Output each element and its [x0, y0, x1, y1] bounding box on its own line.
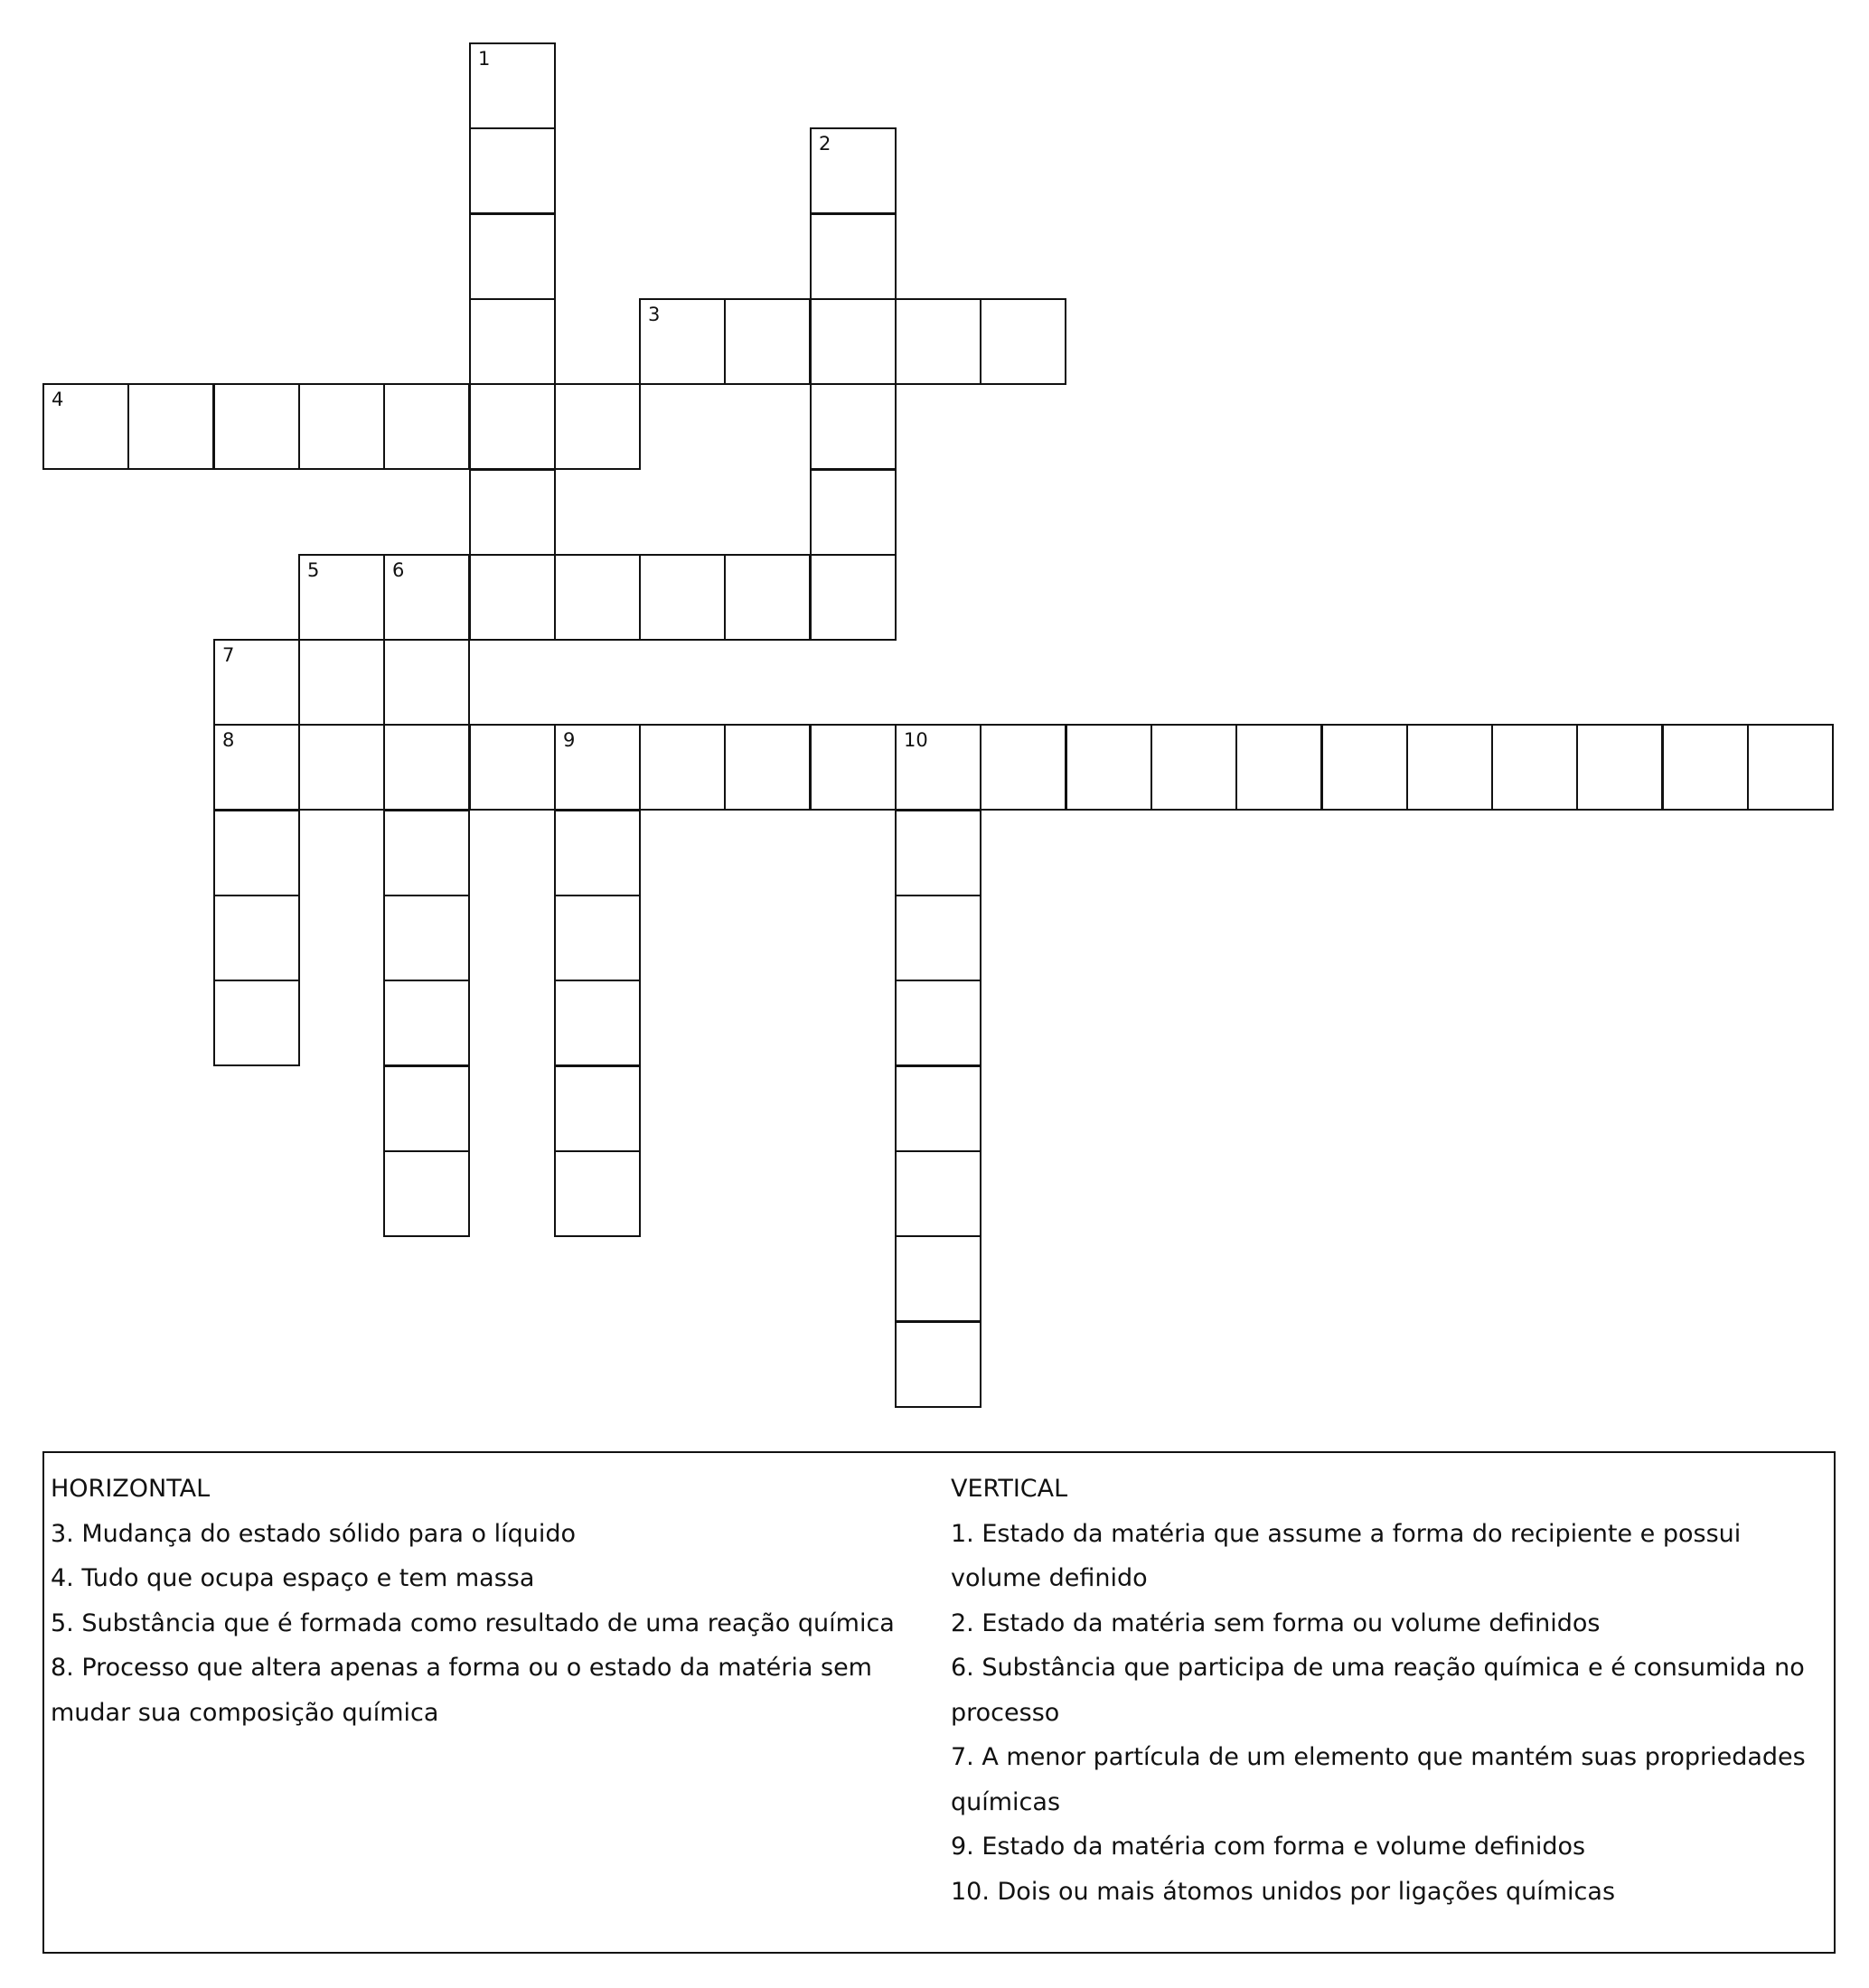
crossword-cell[interactable]	[639, 554, 726, 641]
crossword-cell[interactable]	[383, 383, 470, 470]
clue-number: 6	[392, 559, 405, 581]
crossword-cell[interactable]	[298, 724, 385, 811]
crossword-cell[interactable]	[810, 213, 897, 300]
crossword-cell[interactable]	[213, 383, 300, 470]
down-clue-1: 1. Estado da matéria que assume a forma do recipiente e possui volume definido	[951, 1519, 1742, 1592]
crossword-cell[interactable]	[554, 383, 641, 470]
clue-number: 5	[307, 559, 320, 581]
clue-number: 1	[478, 48, 491, 70]
crossword-cell[interactable]	[469, 213, 556, 300]
crossword-cell[interactable]	[554, 810, 641, 896]
down-clue-2: 2. Estado da matéria sem forma ou volume definidos	[951, 1608, 1601, 1637]
crossword-cell[interactable]	[639, 724, 726, 811]
crossword-cell[interactable]	[127, 383, 214, 470]
crossword-cell[interactable]	[554, 980, 641, 1066]
crossword-cell[interactable]	[895, 724, 981, 811]
down-clue-9: 9. Estado da matéria com forma e volume definidos	[951, 1833, 1586, 1861]
crossword-cell[interactable]	[1491, 724, 1578, 811]
crossword-cell[interactable]	[383, 1150, 470, 1237]
crossword-cell[interactable]	[1662, 724, 1749, 811]
crossword-cell[interactable]	[810, 469, 897, 556]
crossword-cell[interactable]	[810, 127, 897, 214]
crossword-cell[interactable]	[298, 383, 385, 470]
crossword-cell[interactable]	[213, 724, 300, 811]
clue-number: 10	[904, 729, 928, 751]
crossword-cell[interactable]	[213, 639, 300, 726]
crossword-cell[interactable]	[1576, 724, 1663, 811]
across-clue-8: 8. Processo que altera apenas a forma ou o estado da matéria sem mudar sua composição química	[51, 1654, 872, 1727]
crossword-cell[interactable]	[469, 298, 556, 385]
clue-number: 4	[52, 389, 64, 410]
crossword-cell[interactable]	[469, 469, 556, 556]
crossword-cell[interactable]	[469, 42, 556, 129]
crossword-cell[interactable]	[469, 127, 556, 214]
crossword-cell[interactable]	[895, 1235, 981, 1322]
crossword-cell[interactable]	[554, 895, 641, 981]
down-clue-10: 10. Dois ou mais átomos unidos por ligações químicas	[951, 1877, 1616, 1906]
crossword-cell[interactable]	[213, 980, 300, 1066]
crossword-cell[interactable]	[383, 554, 470, 641]
crossword-cell[interactable]	[895, 980, 981, 1066]
crossword-cell[interactable]	[298, 554, 385, 641]
crossword-cell[interactable]	[1151, 724, 1237, 811]
crossword-cell[interactable]	[554, 724, 641, 811]
crossword-cell[interactable]	[639, 298, 726, 385]
clue-number: 9	[563, 729, 576, 751]
crossword-cell[interactable]	[469, 724, 556, 811]
crossword-cell[interactable]	[1321, 724, 1408, 811]
crossword-cell[interactable]	[383, 810, 470, 896]
crossword-cell[interactable]	[554, 554, 641, 641]
crossword-cell[interactable]	[810, 298, 897, 385]
crossword-cell[interactable]	[895, 895, 981, 981]
crossword-cell[interactable]	[213, 810, 300, 896]
crossword-cell[interactable]	[554, 1065, 641, 1152]
across-clue-5: 5. Substância que é formada como resultado de uma reação química	[51, 1608, 895, 1637]
crossword-cell[interactable]	[895, 1150, 981, 1237]
crossword-cell[interactable]	[469, 554, 556, 641]
across-clue-4: 4. Tudo que ocupa espaço e tem massa	[51, 1564, 535, 1592]
crossword-cell[interactable]	[895, 298, 981, 385]
crossword-cell[interactable]	[1235, 724, 1322, 811]
crossword-cell[interactable]	[895, 1321, 981, 1408]
crossword-cell[interactable]	[213, 895, 300, 981]
crossword-cell[interactable]	[724, 724, 811, 811]
down-clue-7: 7. A menor partícula de um elemento que mantém suas propriedades químicas	[951, 1743, 1806, 1816]
crossword-cell[interactable]	[980, 724, 1066, 811]
crossword-cell[interactable]	[383, 1065, 470, 1152]
crossword-cell[interactable]	[469, 383, 556, 470]
crossword-cell[interactable]	[724, 298, 811, 385]
crossword-cell[interactable]	[810, 554, 897, 641]
crossword-cell[interactable]	[980, 298, 1066, 385]
across-heading: HORIZONTAL	[51, 1475, 211, 1503]
clue-number: 8	[222, 729, 235, 751]
crossword-cell[interactable]	[1747, 724, 1834, 811]
crossword-cell[interactable]	[383, 639, 470, 726]
clues-box	[42, 1451, 1836, 1954]
down-heading: VERTICAL	[951, 1475, 1068, 1503]
crossword-cell[interactable]	[1066, 724, 1152, 811]
crossword-cell[interactable]	[810, 383, 897, 470]
crossword-cell[interactable]	[895, 1065, 981, 1152]
crossword-cell[interactable]	[724, 554, 811, 641]
across-clue-3: 3. Mudança do estado sólido para o líquido	[51, 1519, 577, 1548]
across-clues	[51, 1467, 936, 1735]
crossword-cell[interactable]	[554, 1150, 641, 1237]
down-clues	[951, 1467, 1832, 1914]
clue-number: 7	[222, 644, 235, 666]
down-clue-6: 6. Substância que participa de uma reação química e é consumida no processo	[951, 1654, 1805, 1727]
clue-number: 3	[648, 304, 661, 325]
crossword-cell[interactable]	[1406, 724, 1493, 811]
clue-number: 2	[819, 133, 831, 155]
crossword-cell[interactable]	[383, 895, 470, 981]
crossword-cell[interactable]	[383, 980, 470, 1066]
crossword-cell[interactable]	[42, 383, 129, 470]
crossword-cell[interactable]	[383, 724, 470, 811]
crossword-cell[interactable]	[810, 724, 897, 811]
crossword-cell[interactable]	[895, 810, 981, 896]
